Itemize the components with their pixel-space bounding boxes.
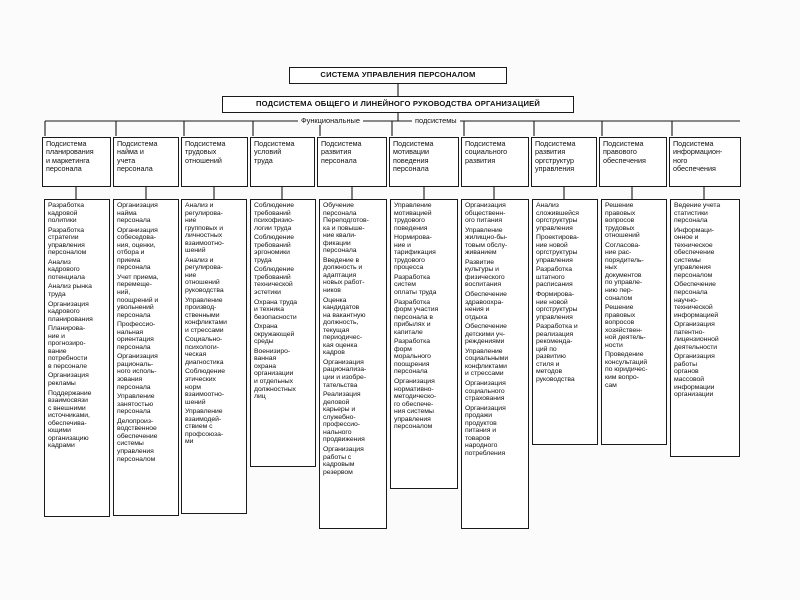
function-item: Развитие культуры и физического воспитания xyxy=(465,258,505,289)
function-item: Разработка систем оплаты труда xyxy=(394,273,437,297)
function-item: Организация нормативно- методическо- го обеспече- ния системы управления персоналом xyxy=(394,378,437,431)
function-item: Планирова- ние и прогнозиро- вание потребности в персонале xyxy=(48,325,88,370)
function-item: Управление занятостью персонала xyxy=(117,393,155,416)
function-item: Охрана окружающей среды xyxy=(254,323,295,346)
function-item: Решение правовых вопросов хозяйствен- ной деятель- ности xyxy=(605,304,646,349)
subsystem-function-list-9 xyxy=(601,199,667,445)
function-item: Формирова- ние новой оргструктуры управления xyxy=(536,291,578,321)
function-item: Анализ сложившейся оргструктуры управления xyxy=(536,202,579,232)
function-item: Разработка форм морального поощрения персонала xyxy=(394,338,431,376)
function-item: Учет приема, перемеще- ний, поощрений и увольнений персонала xyxy=(117,273,159,319)
function-item: Организация рациональ- ного исполь- зования персонала xyxy=(117,353,158,391)
subsystem-function-list-10 xyxy=(670,199,740,457)
function-item: Организация патентно- лицензионной деятельности xyxy=(674,321,719,351)
function-item: Управление взаимодей- ствием с профсоюза- ми xyxy=(185,408,224,446)
subsystem-function-list-6 xyxy=(390,199,458,489)
function-item: Нормирова- ние и тарификация трудового процесса xyxy=(394,234,436,272)
function-item: Обеспечение детскими уч- реждениями xyxy=(465,323,507,346)
function-item: Организация собеседова- ния, оценки, отбора и приема персонала xyxy=(117,226,158,272)
function-item: Охрана труда и техника безопасности xyxy=(254,298,298,321)
function-item: Организация рационализа- ции и изобре- тательства xyxy=(323,358,367,389)
subsystem-header-3: Подсистема трудовых отношений xyxy=(181,137,248,187)
function-item: Управление жилищно-бы- товым обслу- живанием xyxy=(465,226,508,257)
subsystem-function-list-7 xyxy=(461,199,529,529)
function-item: Согласова- ние рас- порядитель- ных документов по управле- нию пер- соналом xyxy=(605,241,644,302)
subsystem-function-list-1 xyxy=(44,199,110,517)
function-item: Обеспечение персонала научно- технической информацией xyxy=(674,281,719,319)
function-item: Разработка стратегии управления персоналом xyxy=(48,226,87,257)
subsystem-header-8: Подсистема развития оргструктур управления xyxy=(531,137,597,187)
function-item: Организация кадрового планирования xyxy=(48,300,93,323)
subsystem-function-list-3 xyxy=(181,199,247,514)
function-item: Организация работы с кадровым резервом xyxy=(323,445,364,476)
function-item: Проведение консультаций по юридичес- ким вопро- сам xyxy=(605,351,648,389)
top-title-box xyxy=(289,67,507,84)
function-item: Управление социальными конфликтами и стрессами xyxy=(465,347,509,378)
subsystem-header-6: Подсистема мотивации поведения персонала xyxy=(389,137,459,187)
function-item: Поддержание взаимосвязи с внешними источниками, обеспечива- ющими организацию кадрами xyxy=(48,389,92,450)
top-title: СИСТЕМА УПРАВЛЕНИЯ ПЕРСОНАЛОМ xyxy=(320,70,476,79)
function-item: Анализ кадрового потенциала xyxy=(48,258,85,281)
subsystem-function-list-8 xyxy=(532,199,598,445)
function-item: Разработка форм участия персонала в прибылях и капитале xyxy=(394,298,439,336)
function-item: Соблюдение требований технической эстетики xyxy=(254,266,295,297)
subsystem-header-2: Подсистема найма и учета персонала xyxy=(113,137,179,187)
function-item: Социально- психологи- ческая диагностика xyxy=(185,336,224,366)
subsystem-header-9: Подсистема правового обеспечения xyxy=(599,137,667,187)
function-item: Соблюдение требований эргономики труда xyxy=(254,234,295,264)
function-item: Делопроиз- водственное обеспечение системы управления персоналом xyxy=(117,417,158,463)
function-item: Анализ и регулирова- ние групповых и личностных взаимоотно- шений xyxy=(185,202,224,255)
function-item: Управление мотивацией трудового поведения xyxy=(394,202,432,232)
subsystem-header-5: Подсистема развития персонала xyxy=(317,137,387,187)
function-item: Соблюдение этических норм взаимоотно- шений xyxy=(185,368,226,406)
function-item: Профессио- нальная ориентация персонала xyxy=(117,321,156,351)
subsystem-function-list-5 xyxy=(319,199,387,529)
subsystem-function-list-4 xyxy=(250,199,316,467)
subsystem-header-4: Подсистема условий труда xyxy=(250,137,315,187)
subsystem-title-box xyxy=(222,96,574,113)
column-drops xyxy=(76,186,704,199)
function-item: Военизиро- ванная охрана организации и отдельных должностных лиц xyxy=(254,347,296,401)
function-item: Организация рекламы xyxy=(48,372,89,388)
function-item: Решение правовых вопросов трудовых отношений xyxy=(605,202,640,240)
subsystem-header-10: Подсистема информацион- ного обеспечения xyxy=(669,137,741,187)
function-item: Организация социального страхования xyxy=(465,380,506,403)
function-item: Организация найма персонала xyxy=(117,202,158,225)
function-item: Управление производ- ственными конфликтами и стрессами xyxy=(185,296,227,334)
function-item: Проектирова- ние новой оргструктуры управления xyxy=(536,234,580,264)
function-item: Введение в должность и адаптация новых работ- ников xyxy=(323,256,365,295)
function-item: Организация общественн- ого питания xyxy=(465,202,506,225)
function-item: Оценка кандидатов на вакантную должность, текущая периодичес- кая оценка кадров xyxy=(323,296,366,357)
function-item: Ведение учета статистики персонала xyxy=(674,202,721,225)
function-item: Обеспечение здравоохра- нения и отдыха xyxy=(465,291,507,321)
function-item: Разработка штатного расписания xyxy=(536,266,573,289)
function-item: Разработка кадровой политики xyxy=(48,202,84,225)
functional-label-right: подсистемы xyxy=(412,116,460,125)
function-item: Обучение персонала Переподготов- ка и повыше- ние квали- фикации персонала xyxy=(323,202,369,255)
function-item: Информаци- онное и техническое обеспечение системы управления персоналом xyxy=(674,226,715,279)
subsystem-title: ПОДСИСТЕМА ОБЩЕГО И ЛИНЕЙНОГО РУКОВОДСТВА ОРГАНИЗАЦИЕЙ xyxy=(255,99,541,108)
function-item: Анализ и регулирова- ние отношений руководства xyxy=(185,256,224,295)
function-item: Анализ рынка труда xyxy=(48,283,92,299)
functional-label-left: Функциональные xyxy=(298,116,363,125)
function-item: Реализация деловой карьеры и служебно- профессио- нального продвижения xyxy=(323,391,365,444)
function-item: Разработка и реализация рекоменда- ций по развитию стиля и методов руководства xyxy=(536,323,578,384)
subsystem-function-list-2 xyxy=(113,199,179,516)
function-item: Организация работы органов массовой информации организации xyxy=(674,353,715,399)
subsystem-header-1: Подсистема планирования и маркетинга персонала xyxy=(42,137,111,187)
function-item: Организация продажи продуктов питания и товаров народного потребления xyxy=(465,404,506,457)
function-item: Соблюдение требований психофизио- логии труда xyxy=(254,202,295,232)
subsystem-header-7: Подсистема социального развития xyxy=(461,137,529,187)
